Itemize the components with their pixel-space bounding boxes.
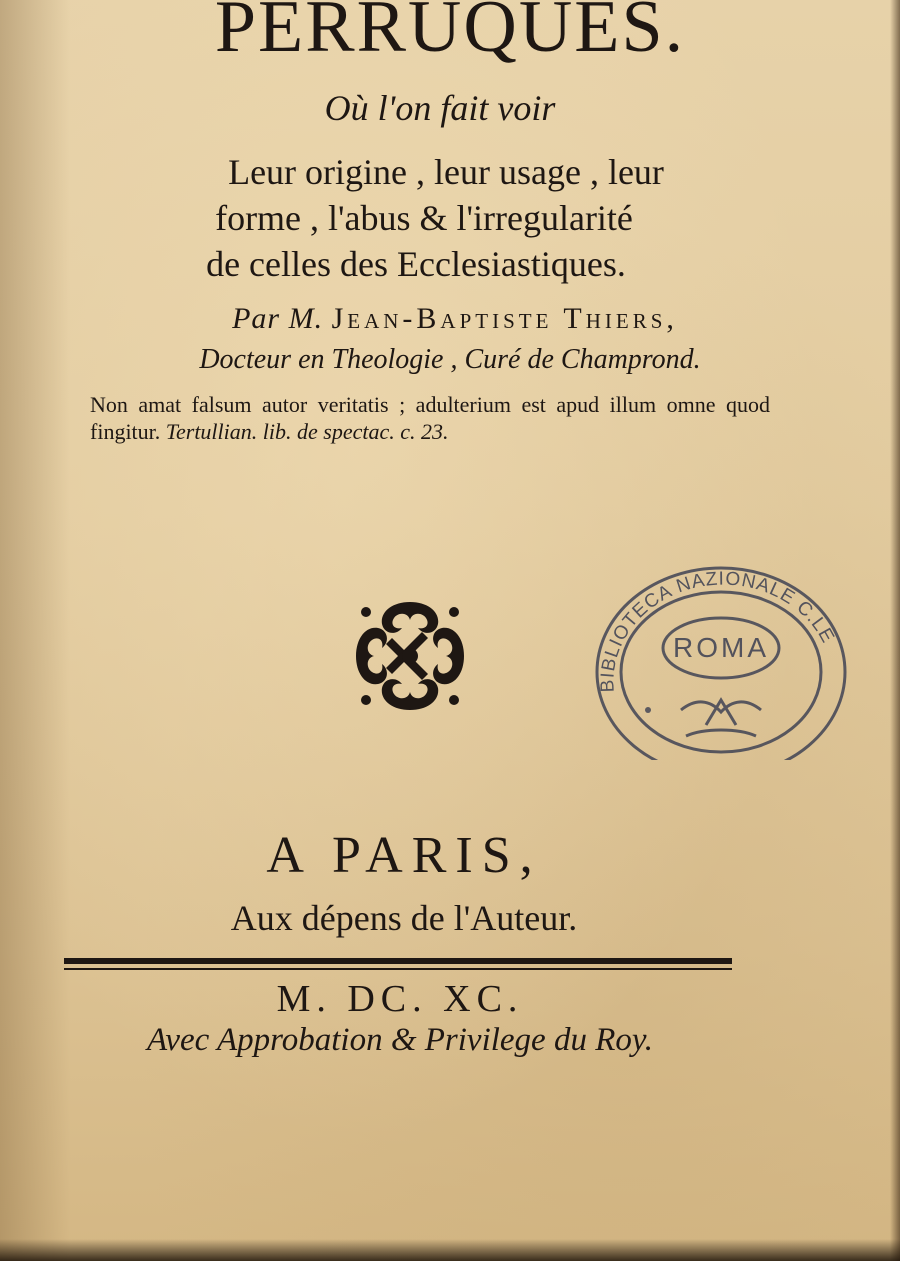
imprint-place: A PARIS, — [266, 827, 542, 884]
author-name: Jean-Baptiste Thiers, — [331, 302, 678, 335]
page-edge-shadow — [890, 0, 900, 1261]
stamp-arc-text: BIBLIOTECA NAZIONALE C.LE — [597, 568, 839, 693]
svg-text:BIBLIOTECA NAZIONALE C.LE — [597, 568, 838, 692]
book-subtitle: Où l'on fait voir — [324, 88, 556, 128]
imprint-rule-thin — [64, 968, 732, 970]
epigraph-citation: Tertullian. lib. de spectac. c. 23. — [165, 419, 449, 444]
stamp-city: ROMA — [673, 632, 769, 663]
epigraph — [90, 391, 770, 445]
author-credentials: Docteur en Theologie , Curé de Champrond. — [199, 344, 701, 375]
imprint-date: M. DC. XC. — [276, 978, 524, 1020]
description-line-2: forme , l'abus & l'irregularité — [215, 198, 633, 238]
imprint-rule-thick — [64, 958, 732, 964]
fleuron-ornament-icon — [352, 598, 468, 714]
description-line-3: de celles des Ecclesiastiques. — [206, 244, 626, 284]
library-stamp-icon — [586, 560, 852, 760]
epigraph-text: Non amat falsum autor veritatis ; adulterium est apud illum omne quod fingitur. — [90, 392, 770, 444]
author-prefix: Par M. — [232, 302, 324, 335]
author-line — [25, 300, 885, 338]
description-line-1: Leur origine , leur usage , leur — [228, 152, 664, 192]
book-title: PERRUQUES. — [214, 0, 686, 68]
royal-privilege: Avec Approbation & Privilege du Roy. — [147, 1022, 653, 1058]
imprint-publisher: Aux dépens de l'Auteur. — [230, 898, 578, 938]
